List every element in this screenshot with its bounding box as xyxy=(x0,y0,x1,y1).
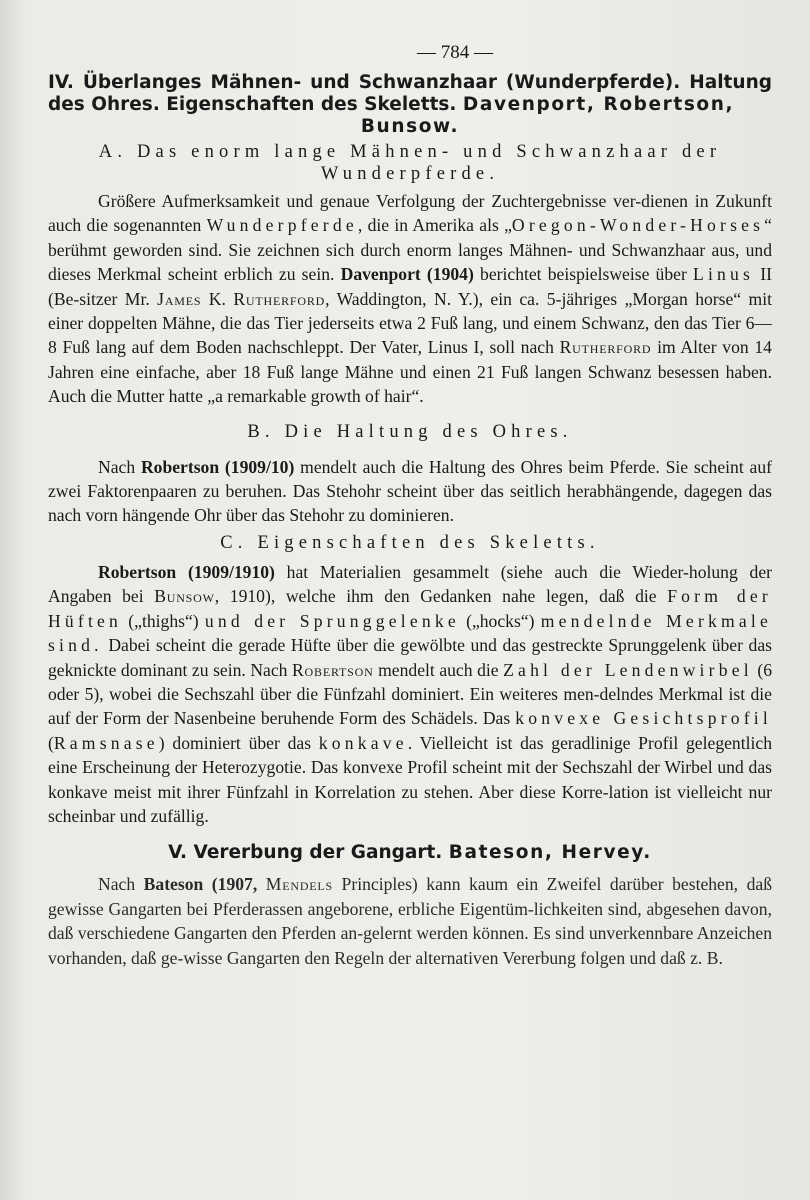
section-v-title: V. Vererbung der Gangart. xyxy=(168,842,443,864)
section-v-heading xyxy=(48,842,772,864)
citation-robertson-1909-10: Robertson (1909/10) xyxy=(140,456,295,477)
paragraph-a-text-1: Größere Aufmerksamkeit und genaue Verfolgung der Zuchtergebnisse ver-dienen in Zukunft auch die sogenannten xyxy=(48,191,772,236)
spaced-term-lendenwirbel: Zahl der Lendenwirbel xyxy=(503,659,753,680)
name-rutherford: Rutherford xyxy=(233,288,326,309)
citation-davenport-1904: Davenport (1904) xyxy=(340,264,474,285)
paragraph-c-text-8: ( xyxy=(48,732,54,753)
name-mendels: Mendels xyxy=(265,874,334,895)
section-v-authors: Bateson, Hervey. xyxy=(448,842,652,864)
citation-bateson-1907: Bateson (1907, xyxy=(143,874,258,895)
paragraph-v-text-2: Principles) kann kaum ein Zweifel darüber bestehen, daß gewisse Gangarten bei Pferderassen angeborene, erbliche Eigentüm-lichkeiten sind, abgesehen davon, daß verschiedene Gangarten den Pferden an-gelernt werden können. Es sind unverkennbare Anzeichen vorhanden, daß ge-wisse Gangarten den Regeln der alternativen Vererbung folgen und daß z. B. xyxy=(48,874,772,968)
paragraph-c xyxy=(48,560,772,828)
paragraph-c-text-2: , 1910), welche ihm den Gedanken nahe legen, daß die xyxy=(214,586,668,607)
section-iv-title: IV. Überlanges Mähnen- und Schwanzhaar (Wunderpferde). Haltung des Ohres. Eigenschaften des Skeletts. xyxy=(48,72,772,115)
spaced-term-ramsnase: Ramsnase xyxy=(53,732,159,753)
section-iv-authors-b: Bunsow. xyxy=(360,116,460,137)
name-james: James xyxy=(157,288,202,309)
section-iv-authors-a: Davenport, Robertson, xyxy=(462,94,735,115)
paragraph-c-text-10: . Vielleicht ist das geradlinige Profil gelegentlich eine Erscheinung der Heterozygotie. Das konvexe Profil scheint mit der Sechszahl der Wirbel und das konkave meist mit ihrer Fünfzahl in Korrelation zu stehen. Aber diese Korre-lation ist vielleicht nur scheinbar und zufällig. xyxy=(48,732,772,826)
spaced-term-form-der-hueften: Form der Hüften xyxy=(48,586,772,631)
spaced-term-oregon-wonder-horses: Oregon-Wonder-Horses xyxy=(511,215,765,236)
spaced-term-mendelnde-merkmale: mendelnde Merkmale sind. xyxy=(48,610,772,656)
spaced-term-konvexe-gesichtsprofil: konvexe Gesichtsprofil xyxy=(515,708,772,729)
paragraph-a-text-6: K. xyxy=(201,288,234,309)
paragraph-c-text-1: hat Materialien gesammelt (siehe auch die Wieder-holung der Angaben bei xyxy=(48,561,772,607)
paragraph-a-text-3: “ berühmt geworden sind. Sie zeichnen sich durch enorm langes Mähnen- und Schwanzhaar aus, und dieses Merkmal scheint erblich zu sein. xyxy=(48,215,772,285)
subsection-b-heading: B. Die Haltung des Ohres. xyxy=(247,421,573,442)
paragraph-a-text-5: II (Be-sitzer Mr. xyxy=(48,264,772,309)
paragraph-a-text-4: berichtet beispielsweise über xyxy=(473,264,694,285)
name-bunsow: Bunsow xyxy=(154,586,215,607)
spaced-term-wunderpferde: Wunderpferde xyxy=(206,215,358,236)
paragraph-v-text-1 xyxy=(257,874,266,894)
subsection-a-heading: A. Das enorm lange Mähnen- und Schwanzhaar der Wunderpferde. xyxy=(98,142,722,184)
paragraph-c-text-3: („thighs“) xyxy=(122,610,205,631)
section-iv-heading xyxy=(48,72,772,138)
paragraph-a-text-7: , Waddington, N. Y.), ein ca. 5-jähriges „Morgan horse“ mit einer doppelten Mähne, die das Tier jederseits etwa 2 Fuß lang, und einem Schwanz, den das Tier 6—8 Fuß lang auf dem Boden nachschleppt. Der Vater, Linus I, soll nach xyxy=(48,288,773,358)
paragraph-c-text-5: Dabei scheint die gerade Hüfte über die gewölbte und das gestreckte Sprunggelenk über das geknickte dominant zu sein. Nach xyxy=(48,635,772,680)
paragraph-c-text-9: ) dominiert über das xyxy=(158,732,319,753)
paragraph-c-text-7: (6 oder 5), wobei die Sechszahl über die Fünfzahl dominiert. Ein weiteres men-delndes Merkmal ist die auf der Form der Nasenbeine beruhende Form des Schädels. Das xyxy=(48,659,772,729)
name-rutherford-2: Rutherford xyxy=(559,337,652,358)
paragraph-b xyxy=(48,455,772,528)
paragraph-a xyxy=(48,189,772,409)
paragraph-v xyxy=(48,872,772,970)
page-number: — 784 — xyxy=(417,42,493,63)
subsection-c-heading: C. Eigenschaften des Skeletts. xyxy=(220,532,600,553)
paragraph-c-text-4: („hocks“) xyxy=(459,610,541,631)
paragraph-a-text-2: , die in Amerika als „ xyxy=(357,215,512,236)
paragraph-b-text-0: Nach xyxy=(98,456,141,477)
spaced-term-sprunggelenke: und der Sprunggelenke xyxy=(204,610,460,631)
citation-robertson-1909-1910: Robertson (1909/1910) xyxy=(98,561,275,582)
name-robertson: Robertson xyxy=(292,659,374,680)
spaced-term-konkave: konkave xyxy=(318,732,408,753)
paragraph-b-text-1: mendelt auch die Haltung des Ohres beim Pferde. Sie scheint auf zwei Faktorenpaaren zu beruhen. Das Stehohr scheint über das seitlich herabhängende, dagegen das nach vorn hängende Ohr über das Stehohr zu dominieren. xyxy=(48,456,772,526)
paragraph-a-text-8: im Alter von 14 Jahren eine einfache, aber 18 Fuß lange Mähne und einen 21 Fuß langen Schwanz besessen haben. Auch die Mutter hatte „a remarkable growth of hair“. xyxy=(48,337,772,407)
page-content xyxy=(48,34,772,970)
spaced-term-linus: Linus xyxy=(693,264,755,285)
paragraph-v-text-0: Nach xyxy=(98,874,144,895)
paragraph-c-text-6: mendelt auch die xyxy=(373,659,504,680)
